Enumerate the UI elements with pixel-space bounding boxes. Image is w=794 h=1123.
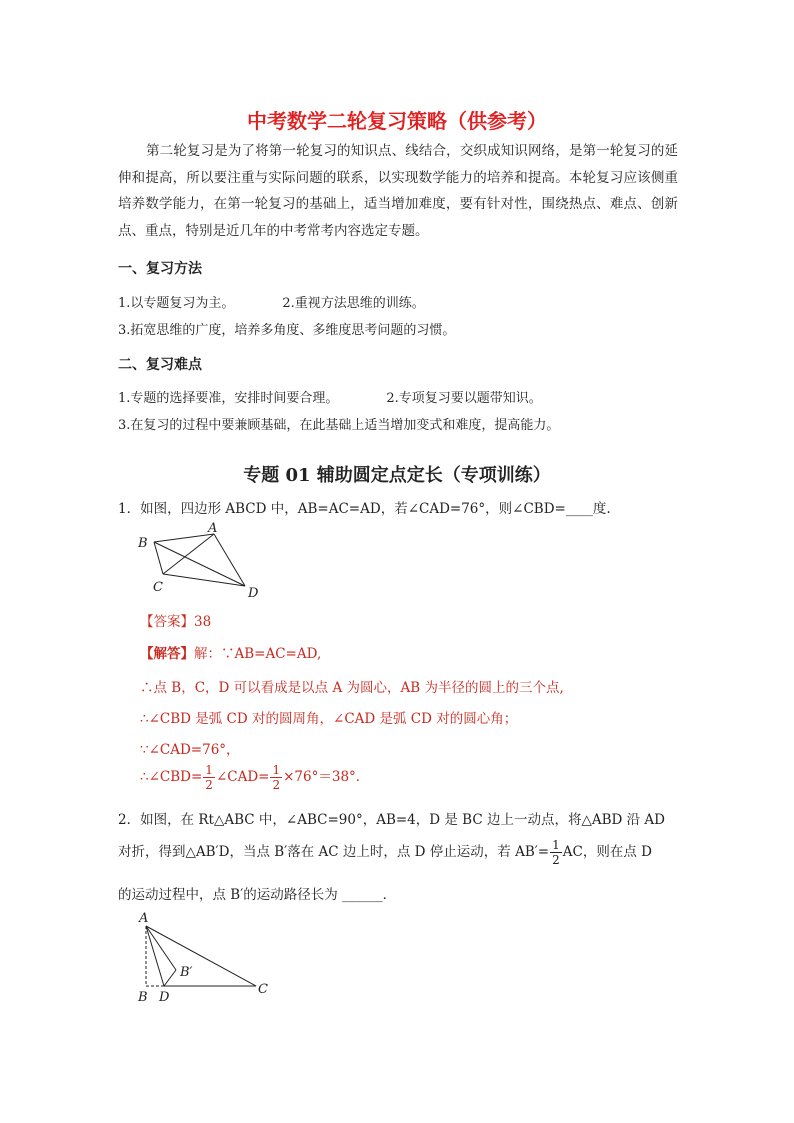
question-2-line-3: 的运动过程中，点 B′的运动路径长为 ______． [118,887,397,903]
q2-segment-ac [146,926,256,986]
q1-step4-part-a: ∴∠CBD= [140,769,203,785]
q1-solution-tag: 【解答】 [140,646,194,662]
q1-label-a: A [208,521,218,536]
q2-segment-b-prime-d [164,970,176,986]
q2-label-a: A [139,911,149,926]
q2-label-c: C [258,982,268,997]
q1-segment-bc [154,542,163,574]
q1-answer [140,610,211,630]
q1-solution-first-line: 解：∵AB=AC=AD, [194,646,322,662]
q1-label-b: B [138,536,148,551]
q1-step4-part-b: ∠CAD= [215,769,270,785]
section-heading-methods: 一、复习方法 [118,261,202,277]
method-item-1: 1.以专题复习为主。 [118,296,235,311]
q1-step-3: ∵∠CAD=76°， [140,742,240,758]
q2-line2-part-a: 对折，得到△AB′D，当点 B′落在 AC 边上时，点 D 停止运动，若 AB′= [118,844,550,860]
q1-answer-value: 38 [194,614,212,630]
q1-step4-part-c: ×76°＝38°． [283,769,370,785]
q1-step-1: ∴点 B，C，D 可以看成是以点 A 为圆心，AB 为半径的圆上的三个点, [140,680,564,696]
q2-fraction: $\frac{1}{2}$ [552,838,560,867]
method-item-2: 2.重视方法思维的训练。 [282,296,425,311]
difficulty-item-1: 1.专题的选择要准，安排时间要合理。 [118,391,339,406]
q1-fraction-1: $\frac{1}{2}$ [205,763,213,792]
q2-label-b: B [138,990,148,1005]
methods-line-1 [118,292,425,311]
topic-heading: 专题 01 辅助圆定点定长（专项训练） [243,465,551,486]
difficulty-item-3: 3.在复习的过程中要兼顾基础，在此基础上适当增加变式和难度，提高能力。 [118,418,560,433]
q2-line2-part-b: AC，则在点 D [562,844,652,860]
q2-segment-ad [146,926,164,986]
q2-segment-ab-prime [146,926,176,970]
question-2-line-1: 2．如图，在 Rt△ABC 中，∠ABC=90°，AB=4，D 是 BC 边上一动点，将△ABD 沿 AD [118,812,665,828]
page-title: 中考数学二轮复习策略（供参考） [247,109,547,133]
q1-label-d: D [248,586,259,601]
intro-paragraph: 第二轮复习是为了将第一轮复习的知识点、线结合，交织成知识网络，是第一轮复习的延伸和提高，所以要注重与实际问题的联系，以实现数学能力的培养和提高。本轮复习应该侧重培养数学能力，在第一轮复习的基础上，适当增加难度，要有针对性，围绕热点、难点、创新点、重点，特别是近几年的中考常考内容选定专题。 [118,143,678,239]
q1-fraction-2: $\frac{1}{2}$ [272,763,281,792]
q1-step-4 [140,763,369,792]
q2-label-b-prime: B′ [180,965,193,980]
question-2-line-2 [118,838,652,867]
q1-answer-tag: 【答案】 [140,614,194,630]
question-1-figure [130,520,270,606]
q1-label-c: C [153,580,163,595]
difficulty-item-2: 2.专项复习要以题带知识。 [386,391,542,406]
question-2-figure [132,908,282,1008]
method-item-3: 3.拓宽思维的广度，培养多角度、多维度思考问题的习惯。 [118,323,456,338]
question-1-text: 1．如图，四边形 ABCD 中，AB=AC=AD，若∠CAD=76°，则∠CBD=____度. [118,501,611,517]
difficulties-line-1 [118,387,542,406]
section-heading-difficulties: 二、复习难点 [118,357,202,373]
q1-solution-intro [140,642,321,662]
q2-label-d: D [159,990,170,1005]
q1-step-2: ∴∠CBD 是弧 CD 对的圆周角，∠CAD 是弧 CD 对的圆心角； [140,711,518,727]
